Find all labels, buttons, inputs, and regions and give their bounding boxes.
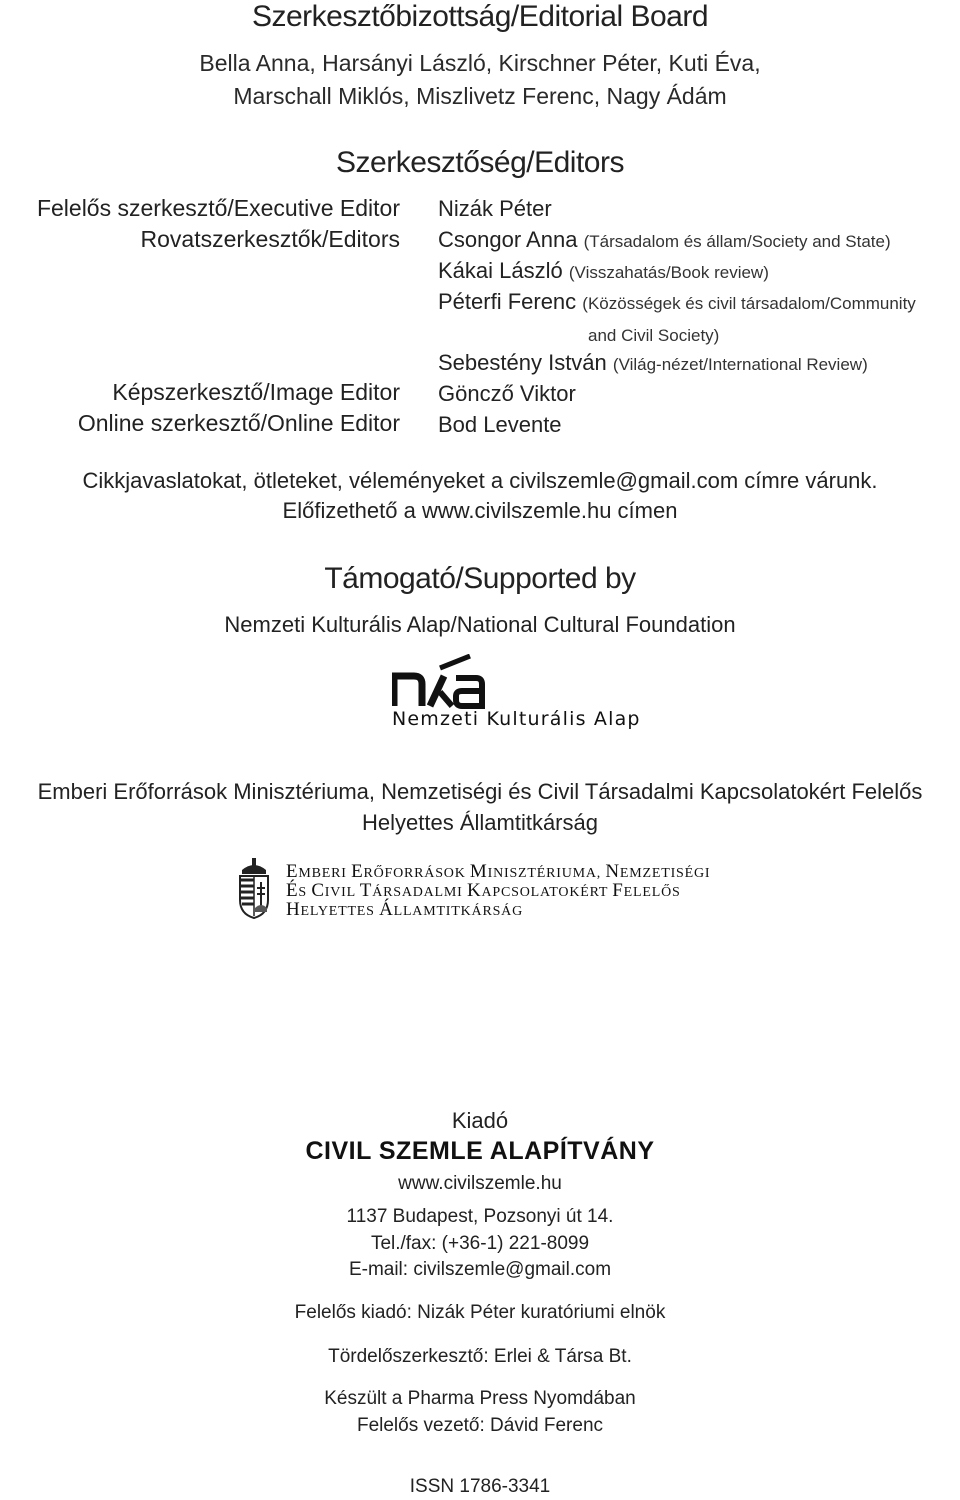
editorial-board-members-line1: Bella Anna, Harsányi László, Kirschner Péter, Kuti Éva, bbox=[199, 50, 761, 76]
editor-entry bbox=[438, 381, 576, 407]
editors-title: Szerkesztőség/Editors bbox=[336, 146, 624, 179]
editor-entry bbox=[438, 196, 552, 222]
editor-entry bbox=[438, 412, 562, 438]
publisher-phone: Tel./fax: (+36-1) 221-8099 bbox=[370, 1233, 590, 1254]
editor-name: Péterfi Ferenc bbox=[438, 289, 577, 314]
publisher-responsible: Felelős kiadó: Nizák Péter kuratóriumi elnök bbox=[294, 1302, 666, 1323]
publisher-printer: Készült a Pharma Press Nyomdában bbox=[324, 1388, 636, 1409]
publisher-printer-manager: Felelős vezető: Dávid Ferenc bbox=[356, 1415, 604, 1436]
ministry-line1: Emberi Erőforrások Minisztériuma, Nemzetiségi és Civil Társadalmi Kapcsolatokért Felelős bbox=[37, 779, 923, 804]
editor-section: and Civil Society) bbox=[588, 326, 720, 345]
editor-entry bbox=[438, 227, 891, 253]
editor-section: (Társadalom és állam/Society and State) bbox=[583, 232, 891, 251]
editor-entry bbox=[438, 258, 769, 284]
ministry-line2: Helyettes Államtitkárság bbox=[362, 810, 598, 835]
editor-name: Nizák Péter bbox=[438, 196, 552, 221]
editorial-board-title: Szerkesztőbizottság/Editorial Board bbox=[251, 0, 709, 33]
nka-logo-icon bbox=[392, 654, 492, 710]
ministry-logo-line1: EMBERI ERŐFORRÁSOK MINISZTÉRIUMA, NEMZETISÉGI bbox=[286, 861, 711, 882]
editor-name: Csongor Anna bbox=[438, 227, 578, 252]
issn: ISSN 1786-3341 bbox=[409, 1476, 551, 1497]
editor-name: Kákai László bbox=[438, 258, 563, 283]
publisher-email: E-mail: civilszemle@gmail.com bbox=[348, 1259, 612, 1280]
editor-section: (Világ-nézet/International Review) bbox=[612, 355, 868, 374]
publisher-address: 1137 Budapest, Pozsonyi út 14. bbox=[346, 1206, 614, 1227]
contact-line1: Cikkjavaslatokat, ötleteket, véleményeket a civilszemle@gmail.com címre várunk. bbox=[82, 468, 878, 493]
publisher-website: www.civilszemle.hu bbox=[398, 1173, 562, 1194]
hungarian-coat-of-arms-icon bbox=[236, 856, 272, 920]
editor-entry bbox=[438, 350, 868, 376]
nka-name: Nemzeti Kulturális Alap/National Cultural Foundation bbox=[224, 612, 736, 637]
publisher-layout-editor: Tördelőszerkesztő: Erlei & Társa Bt. bbox=[328, 1346, 632, 1367]
editor-section: (Közösségek és civil társadalom/Community bbox=[582, 294, 916, 313]
ministry-logo-line3: HELYETTES ÁLLAMTITKÁRSÁG bbox=[286, 899, 523, 920]
contact-line2: Előfizethető a www.civilszemle.hu címen bbox=[282, 498, 678, 523]
support-title: Támogató/Supported by bbox=[324, 562, 636, 595]
publisher-name: CIVIL SZEMLE ALAPÍTVÁNY bbox=[305, 1137, 655, 1165]
role-section-editors: Rovatszerkesztők/Editors bbox=[140, 226, 400, 252]
editor-name: Bod Levente bbox=[438, 412, 562, 437]
editor-section: (Visszahatás/Book review) bbox=[568, 263, 769, 282]
editor-name: Sebestény István bbox=[438, 350, 607, 375]
nka-logo-subtitle: Nemzeti Kulturális Alap bbox=[392, 708, 641, 730]
ministry-logo-line2: ÉS CIVIL TÁRSADALMI KAPCSOLATOKÉRT FELELŐS bbox=[286, 880, 681, 901]
role-image-editor: Képszerkesztő/Image Editor bbox=[112, 379, 400, 405]
role-online-editor: Online szerkesztő/Online Editor bbox=[77, 410, 400, 436]
editor-entry bbox=[438, 289, 916, 315]
editor-name: Göncző Viktor bbox=[438, 381, 576, 406]
publisher-label: Kiadó bbox=[451, 1108, 509, 1133]
editorial-board-members-line2: Marschall Miklós, Miszlivetz Ferenc, Nagy Ádám bbox=[233, 83, 727, 109]
editor-entry-continuation bbox=[588, 321, 719, 347]
role-executive-editor: Felelős szerkesztő/Executive Editor bbox=[36, 195, 400, 221]
